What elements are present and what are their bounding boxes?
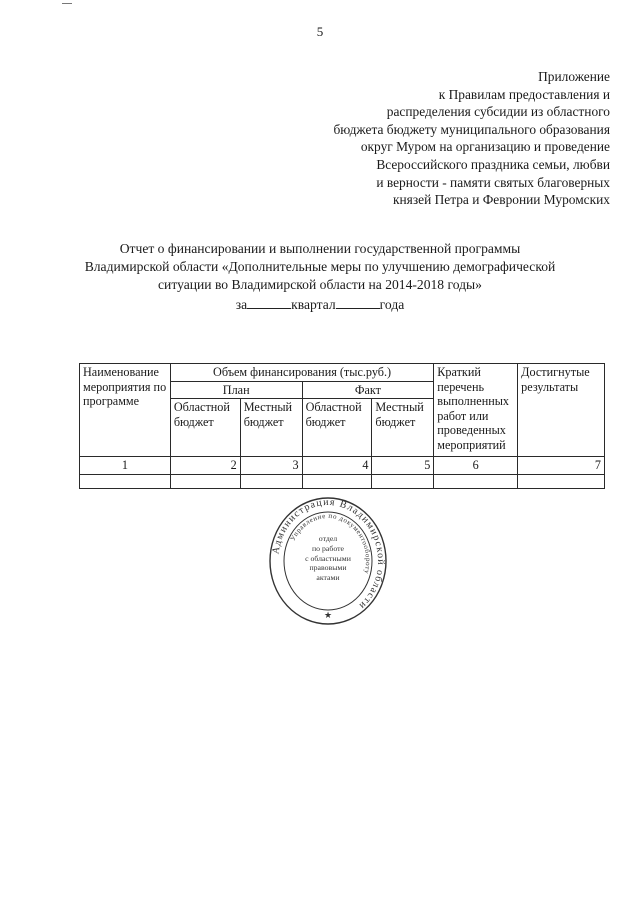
appendix-line: Всероссийского праздника семьи, любви	[376, 156, 610, 172]
page-number: 5	[316, 24, 324, 39]
table-cell	[518, 474, 605, 488]
title-line: ситуации во Владимирской области на 2014-2018 годы»	[158, 276, 482, 292]
table-cell	[80, 474, 171, 488]
year-blank	[336, 296, 380, 309]
star-icon: ★	[323, 610, 333, 620]
table-cell	[240, 474, 302, 488]
header-plan: План	[170, 381, 302, 399]
appendix-line: округ Муром на организацию и проведение	[360, 139, 610, 155]
title-line: Отчет о финансировании и выполнении государственной программы	[119, 241, 521, 256]
column-number: 7	[518, 457, 605, 475]
appendix-block	[333, 68, 610, 209]
report-table	[79, 363, 605, 489]
appendix-line: распределения субсидии из областного	[386, 104, 610, 120]
appendix-line: Приложение	[538, 69, 610, 84]
header-fact-local: Местный бюджет	[372, 399, 434, 457]
stamp-center	[300, 534, 356, 583]
column-number: 5	[372, 457, 434, 475]
report-title	[40, 240, 600, 293]
header-plan-regional: Областной бюджет	[170, 399, 240, 457]
column-number: 3	[240, 457, 302, 475]
stamp-center-line: с областными	[305, 553, 351, 563]
header-fact-regional: Областной бюджет	[302, 399, 372, 457]
stamp-center-line: правовыми	[309, 563, 347, 573]
appendix-line: князей Петра и Февронии Муромских	[393, 192, 610, 208]
header-fact: Факт	[302, 381, 434, 399]
appendix-line: к Правилам предоставления и	[438, 86, 610, 102]
official-stamp	[268, 496, 388, 626]
column-number: 4	[302, 457, 372, 475]
table-cell	[302, 474, 372, 488]
column-number: 2	[170, 457, 240, 475]
table-row	[80, 474, 605, 488]
period-prefix: за	[235, 297, 248, 312]
title-line: Владимирской области «Дополнительные меры по улучшению демографической	[84, 258, 556, 274]
stamp-outer-text: Администрация Владимирской области	[270, 496, 387, 612]
stamp-inner-text: Управление по документообороту	[288, 511, 373, 575]
stamp-center-line: актами	[316, 573, 340, 583]
appendix-line: и верности - памяти святых благоверных	[376, 174, 610, 190]
appendix-line: бюджета бюджету муниципального образования	[333, 121, 610, 137]
stamp-center-line: по работе	[311, 543, 344, 553]
table-number-row	[80, 457, 605, 475]
period-quarter-label: квартал	[291, 297, 336, 312]
header-works-list: Краткий перечень выполненных работ или проведенных мероприятий	[434, 364, 518, 457]
quarter-blank	[247, 296, 291, 309]
table-cell	[434, 474, 518, 488]
header-financing: Объем финансирования (тыс.руб.)	[170, 364, 433, 382]
header-plan-local: Местный бюджет	[240, 399, 302, 457]
table-cell	[170, 474, 240, 488]
column-number: 6	[434, 457, 518, 475]
stamp-center-line: отдел	[318, 534, 338, 543]
table-cell	[372, 474, 434, 488]
header-activity-name: Наименование мероприятия по программе	[80, 364, 171, 457]
header-results: Достигнутые результаты	[518, 364, 605, 457]
table-header-row	[80, 364, 605, 382]
report-period	[0, 296, 640, 313]
column-number: 1	[80, 457, 171, 475]
scan-mark	[62, 3, 72, 4]
period-year-label: года	[379, 297, 405, 312]
